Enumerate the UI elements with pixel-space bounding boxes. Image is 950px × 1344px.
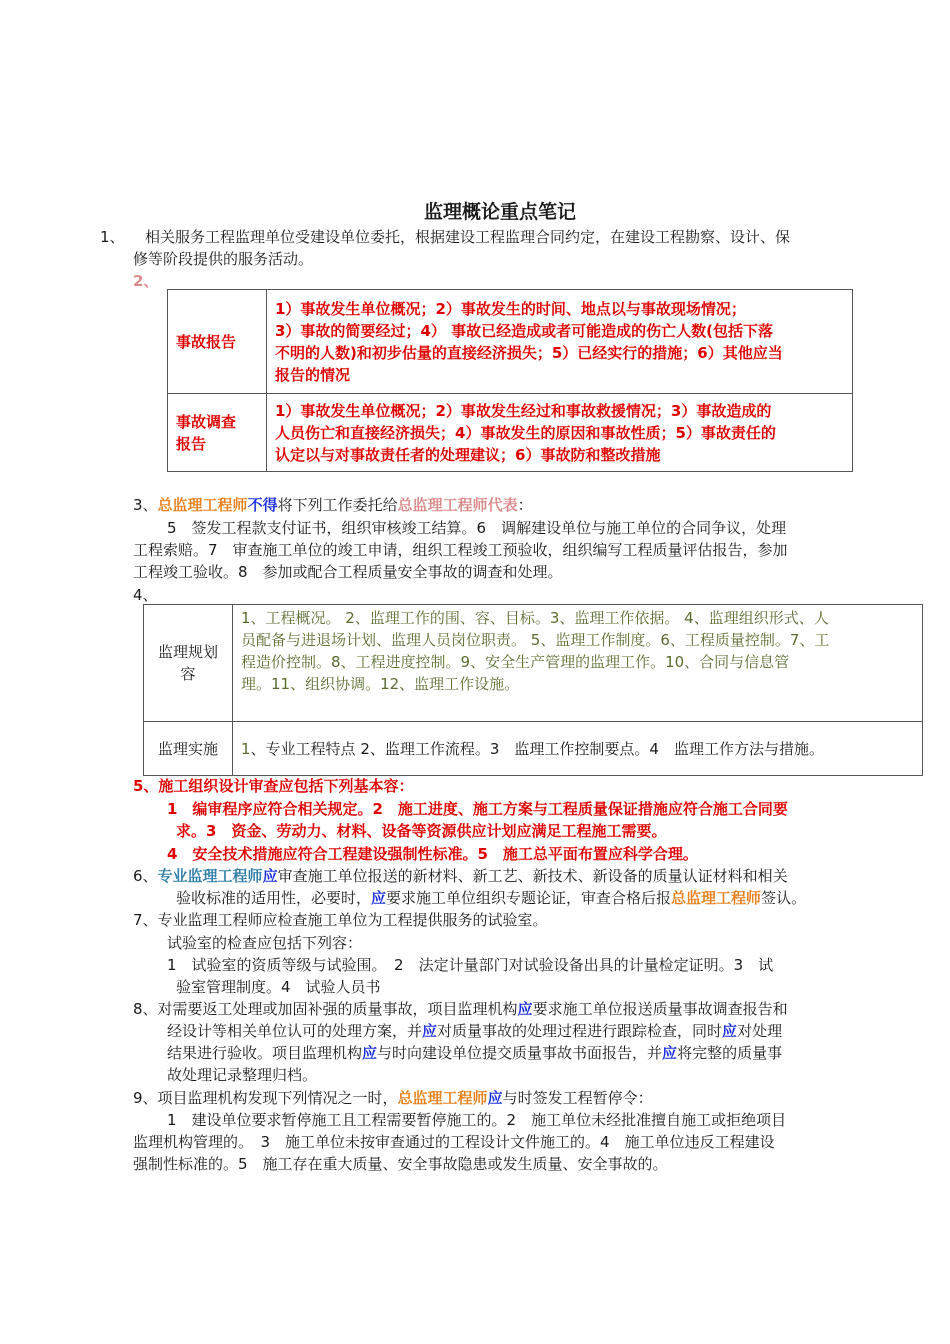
table-header-investigation-report: 事故调查 报告 (168, 394, 267, 472)
item1-line2: 修等阶段提供的服务活动。 (133, 250, 314, 268)
item5-line3: 4 安全技术措施应符合工程建设强制性标准。5 施工总平面布置应科学合理。 (167, 845, 698, 863)
item3-line2: 工程索赔。7 审查施工单位的竣工申请，组织工程竣工预验收，组织编写工程质量评估报告，参加 (133, 541, 788, 559)
item3-heading: 3、总监理工程师不得将下列工作委托给总监理工程师代表： (133, 496, 533, 514)
table-row (144, 722, 923, 776)
item8-line3: 结果进行验收。项目监理机构应与时向建设单位提交质量事故书面报告，并应将完整的质量事 (167, 1044, 783, 1062)
item1-number: 1、 (100, 228, 125, 246)
item6-line1: 6、专业监理工程师应审查施工单位报送的新材料、新工艺、新技术、新设备的质量认证材料和相关 (133, 867, 788, 885)
table-cell-plan-items: 1、工程概况。 2、监理工作的围、容、目标。3、监理工作依据。 4、监理组织形式、人 员配备与进退场计划、监理人员岗位职责。 5、监理工作制度。6、工程质量控制。7、工 程造价控制。8、工程进度控制。9、安全生产管理的监理工作。10、合同与信息管 理。11、组织协调。12、监理工作设施。 (233, 605, 923, 722)
item5-heading: 5、施工组织设计审查应包括下列基本容： (133, 777, 414, 795)
item7-line3: 1 试验室的资质等级与试验围。 2 法定计量部门对试验设备出具的计量检定证明。3 试 (167, 956, 774, 974)
page-title: 监理概论重点笔记 (423, 201, 576, 223)
item1-line1: 相关服务工程监理单位受建设单位委托，根据建设工程监理合同约定，在建设工程勘察、设计、保 (145, 228, 791, 246)
table-header-accident-report: 事故报告 (168, 290, 267, 394)
table-header-implementation: 监理实施 (144, 722, 233, 776)
accident-report-table (167, 289, 853, 472)
item5-line2: 求。3 资金、劳动力、材料、设备等资源供应计划应满足工程施工需要。 (176, 822, 667, 840)
table-row (168, 290, 853, 394)
item8-line1: 8、对需要返工处理或加固补强的质量事故，项目监理机构应要求施工单位报送质量事故调查报告和 (133, 1000, 788, 1018)
table-row (144, 605, 923, 722)
item9-line2: 1 建设单位要求暂停施工且工程需要暂停施工的。2 施工单位未经批准擅自施工或拒绝项目 (167, 1111, 787, 1129)
table-row (168, 394, 853, 472)
table-cell-implementation-items: 1、专业工程特点 2、监理工作流程。3 监理工作控制要点。4 监理工作方法与措施。 (233, 722, 923, 776)
item5-line1: 1 编审程序应符合相关规定。2 施工进度、施工方案与工程质量保证措施应符合施工合同要 (167, 800, 788, 818)
table-header-plan-content: 监理规划 容 (144, 605, 233, 722)
item9-line4: 强制性标准的。5 施工存在重大质量、安全事故隐患或发生质量、安全事故的。 (133, 1155, 668, 1173)
item7-line1: 7、专业监理工程师应检查施工单位为工程提供服务的试验室。 (133, 911, 548, 929)
item9-line1: 9、项目监理机构发现下列情况之一时，总监理工程师应与时签发工程暂停令： (133, 1089, 653, 1107)
item8-line2: 经设计等相关单位认可的处理方案，并应对质量事故的处理过程进行跟踪检查，同时应对处理 (167, 1022, 783, 1040)
table-cell-accident-report-content: 1）事故发生单位概况；2）事故发生的时间、地点以与事故现场情况； 3）事故的简要经过；4） 事故已经造成或者可能造成的伤亡人数(包括下落 不明的人数)和初步估量的直接经济损失；5）已经实行的措施；6）其他应当 报告的情况 (267, 290, 853, 394)
item4-number: 4、 (133, 586, 158, 604)
item3-line3: 工程竣工验收。8 参加或配合工程质量安全事故的调查和处理。 (133, 563, 563, 581)
item7-line2: 试验室的检查应包括下列容： (167, 934, 363, 952)
item6-line2: 验收标准的适用性，必要时，应要求施工单位组织专题论证，审查合格后报总监理工程师签认。 (176, 889, 807, 907)
supervision-plan-table (143, 604, 923, 776)
item9-line3: 监理机构管理的。 3 施工单位未按审查通过的工程设计文件施工的。4 施工单位违反工程建设 (133, 1133, 775, 1151)
item3-line1: 5 签发工程款支付证书，组织审核竣工结算。6 调解建设单位与施工单位的合同争议，处理 (167, 519, 787, 537)
item7-line4: 验室管理制度。4 试验人员书 (176, 978, 381, 996)
item2-number: 2、 (133, 272, 159, 290)
item8-line4: 故处理记录整理归档。 (167, 1066, 318, 1084)
table-cell-investigation-content: 1）事故发生单位概况；2）事故发生经过和事故救援情况；3）事故造成的 人员伤亡和直接经济损失；4）事故发生的原因和事故性质；5）事故责任的 认定以与对事故责任者的处理建议；6）事故防和整改措施 (267, 394, 853, 472)
